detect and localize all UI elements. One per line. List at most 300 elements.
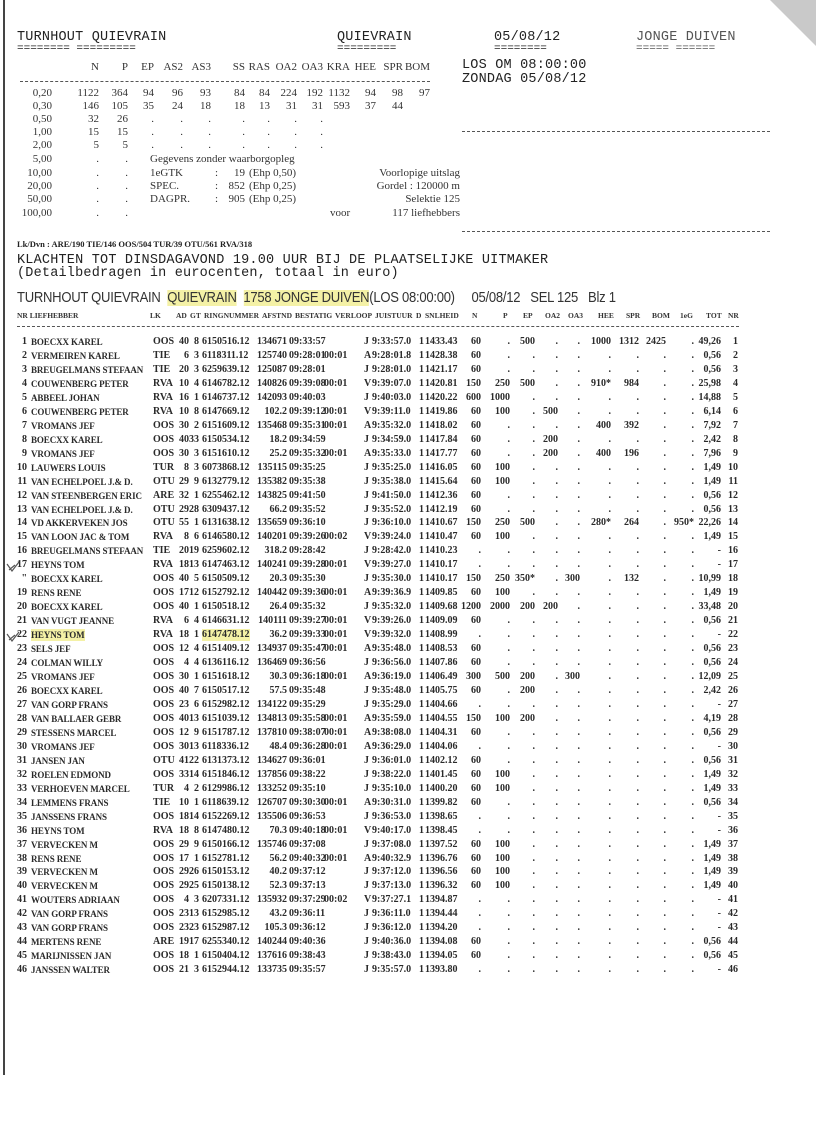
cell-d: 1 <box>419 433 424 445</box>
cell-prize-p: 2000 <box>490 601 510 613</box>
cell-juistuur: 9:35:48.0 <box>372 685 412 696</box>
cell-ad: 18 <box>179 950 189 962</box>
cell-ringnummer: 6131373.12 <box>202 754 250 766</box>
cell-d: 1 <box>419 643 424 655</box>
cell-nr: 21 <box>17 615 27 627</box>
cell-prize-p: 100 <box>495 405 510 417</box>
cell-rank: 27 <box>728 698 738 710</box>
cell-prize-ep: . <box>532 782 535 794</box>
cell-lk: OOS <box>153 768 175 780</box>
cell-d: 1 <box>419 754 424 766</box>
cell-total: 1,49 <box>703 768 721 780</box>
table-row <box>0 406 760 419</box>
cell-lk: OTU <box>153 754 175 766</box>
cell-total: 1,49 <box>703 531 721 543</box>
cell-liefhebber: COLMAN WILLY <box>31 658 104 669</box>
cell-lk: TIE <box>153 545 171 557</box>
cell-lk: OOS <box>153 447 175 459</box>
cell-gt: 1 <box>194 391 199 403</box>
cell-nr: 39 <box>17 866 27 878</box>
cell-d: 1 <box>419 629 424 641</box>
cell-prize-oa2: . <box>555 489 558 501</box>
cell-prize-hee: . <box>608 573 611 585</box>
cell-prize-ep: . <box>532 461 535 473</box>
cell-rank: 10 <box>728 461 738 473</box>
stake-column-header: SPR <box>383 61 403 73</box>
cell-total: - <box>717 740 721 752</box>
cell-afstand: 142093 <box>257 391 287 403</box>
cell-ringnummer: 6118336.12 <box>202 740 249 752</box>
cell-prize-n: 60 <box>471 768 481 780</box>
cell-juistuur: 9:35:30.0 <box>372 573 412 585</box>
cell-gt: 9 <box>194 726 199 738</box>
cell-ad: 41 <box>179 754 189 766</box>
cell-juistuur: 9:36:29.0 <box>372 740 412 752</box>
cell-prize-hee: . <box>608 712 611 724</box>
cell-juistuur: 9:33:57.0 <box>372 336 412 347</box>
stake-cell: . <box>208 126 211 138</box>
cell-prize-oa2: 200 <box>543 433 558 445</box>
cell-prize-ep: 500 <box>520 336 535 347</box>
cell-ringnummer: 6150138.12 <box>202 880 250 892</box>
table-row <box>0 601 760 614</box>
cell-afstand: 20.3 <box>269 573 287 585</box>
cell-d: 1 <box>419 405 424 417</box>
cell-total: 2,42 <box>703 433 721 445</box>
cell-verloop: 00:01 <box>324 405 348 417</box>
stake-column-header: HEE <box>354 61 376 73</box>
cell-prize-1eg: . <box>691 754 694 766</box>
cell-total: - <box>717 964 721 976</box>
cell-d: 1 <box>419 838 424 850</box>
cell-prize-oa3: . <box>577 349 580 361</box>
stake-cell: 18 <box>200 100 211 112</box>
cell-prize-hee: 400 <box>596 419 611 431</box>
cell-juistuur: 9:37:27.1 <box>372 894 412 906</box>
cell-juistuur: 9:38:08.0 <box>372 726 412 738</box>
stake-cell: 94 <box>365 87 376 99</box>
stake-row-label: 10,00 <box>27 167 52 179</box>
table-row <box>0 936 760 949</box>
cell-prize-n: 60 <box>471 754 481 766</box>
cell-gt: 17 <box>189 936 199 948</box>
cell-prize-1eg: . <box>691 615 694 627</box>
cell-liefhebber: HEYNS TOM <box>31 560 85 571</box>
cell-prize-bom: . <box>663 754 666 766</box>
cell-nr: 28 <box>17 712 27 724</box>
cell-ad: 10 <box>179 796 189 808</box>
cell-nr: 31 <box>17 754 27 766</box>
cell-prize-bom: . <box>663 824 666 836</box>
cell-liefhebber: VROMANS JEF <box>31 448 95 459</box>
cell-prize-p: . <box>507 643 510 655</box>
cell-d: 1 <box>419 336 424 347</box>
cell-liefhebber: VD AKKERVEKEN JOS <box>31 518 128 529</box>
cell-total: 0,56 <box>703 503 721 515</box>
cell-prize-spr: . <box>636 559 639 571</box>
cell-snelheid: 1409.85 <box>425 587 458 599</box>
cell-juistuur: 9:37:13.0 <box>372 880 412 892</box>
cell-prize-hee: . <box>608 349 611 361</box>
stake-cell: 31 <box>286 100 297 112</box>
cell-bestatig: 09:35:48 <box>289 685 326 696</box>
cell-ad: 8 <box>184 461 189 473</box>
cell-liefhebber: VROMANS JEF <box>31 741 95 752</box>
cell-prize-1eg: . <box>691 545 694 557</box>
column-header: BESTATIG <box>295 311 333 320</box>
cell-prize-1eg: . <box>691 922 694 934</box>
cell-prize-n: 60 <box>471 643 481 655</box>
table-row <box>0 894 760 907</box>
cell-prize-spr: 984 <box>624 377 639 389</box>
cell-prize-n: 150 <box>466 377 481 389</box>
cell-ad: 55 <box>179 517 189 529</box>
cell-total: 1,49 <box>703 461 721 473</box>
stake-cell: . <box>242 113 245 125</box>
cell-snelheid: 1410.23 <box>425 545 458 557</box>
cell-snelheid: 1407.86 <box>425 657 458 669</box>
cell-total: - <box>717 545 721 557</box>
cell-gt: 8 <box>194 405 199 417</box>
cell-prize-n: 600 <box>466 391 481 403</box>
cell-prize-oa2: . <box>555 866 558 878</box>
cell-ad: 4 <box>184 782 189 794</box>
cell-lk: OOS <box>153 922 175 934</box>
cell-prize-n: . <box>478 908 481 920</box>
cell-total: 0,56 <box>703 936 721 948</box>
cell-verloop: 00:01 <box>324 824 348 836</box>
cell-prize-1eg: . <box>691 601 694 613</box>
cell-code: J <box>364 950 369 962</box>
cell-prize-oa2: . <box>555 336 558 347</box>
cell-code: A <box>364 726 372 738</box>
cell-snelheid: 1416.05 <box>425 461 458 473</box>
cell-lk: OOS <box>153 433 175 445</box>
cell-d: 1 <box>419 391 424 403</box>
stake-cell: 146 <box>82 100 99 112</box>
cell-ringnummer: 6309437.12 <box>202 503 250 515</box>
cell-total: 2,42 <box>703 685 721 696</box>
cell-gt: 28 <box>189 503 199 515</box>
cell-prize-n: 60 <box>471 447 481 459</box>
table-row <box>0 364 760 377</box>
cell-prize-n: . <box>478 740 481 752</box>
cell-total: 0,56 <box>703 657 721 669</box>
cell-bestatig: 09:35:32 <box>289 601 326 613</box>
cell-lk: OOS <box>153 852 175 864</box>
cell-prize-oa2: . <box>555 894 558 906</box>
stake-row-label: 100,00 <box>21 207 52 219</box>
cell-rank: 5 <box>733 391 738 403</box>
cell-prize-oa3: . <box>577 824 580 836</box>
cell-juistuur: 9:40:36.0 <box>372 936 412 948</box>
cell-ringnummer: 6151846.12 <box>202 768 250 780</box>
cell-gt: 9 <box>194 838 199 850</box>
cell-rank: 43 <box>728 922 738 934</box>
cell-ringnummer: 6150518.12 <box>202 601 250 613</box>
cell-prize-hee: . <box>608 880 611 892</box>
stake-cell: . <box>320 126 323 138</box>
place-underline: ========= <box>337 45 397 53</box>
cell-prize-ep: . <box>532 643 535 655</box>
table-row <box>0 908 760 921</box>
cell-ad: 30 <box>179 447 189 459</box>
cell-bestatig: 09:36:18 <box>289 671 326 683</box>
cell-prize-oa2: . <box>555 545 558 557</box>
cell-ringnummer: 6118311.12 <box>202 349 249 361</box>
cell-d: 1 <box>419 447 424 459</box>
divider <box>17 326 739 327</box>
cell-gt: 1 <box>194 517 199 529</box>
cell-prize-spr: . <box>636 754 639 766</box>
cell-nr: 38 <box>17 852 27 864</box>
cell-prize-oa3: . <box>577 643 580 655</box>
stake-cell: 96 <box>172 87 183 99</box>
cell-gt: 1 <box>194 601 199 613</box>
cell-juistuur: 9:28:01.8 <box>372 349 412 361</box>
stake-cell: 1122 <box>77 87 99 99</box>
cell-rank: 16 <box>728 545 738 557</box>
cell-prize-hee: . <box>608 671 611 683</box>
cell-prize-spr: 264 <box>624 517 639 529</box>
cell-total: 1,49 <box>703 587 721 599</box>
cell-prize-n: 1200 <box>461 601 481 613</box>
cell-juistuur: 9:35:32.0 <box>372 419 412 431</box>
cell-verloop: 00:01 <box>324 559 348 571</box>
cell-prize-1eg: . <box>691 712 694 724</box>
cell-nr: 26 <box>17 685 27 696</box>
divider <box>462 131 770 132</box>
cell-juistuur: 9:35:10.0 <box>372 782 412 794</box>
cell-prize-n: . <box>478 964 481 976</box>
cell-rank: 38 <box>728 852 738 864</box>
cell-prize-p: . <box>507 698 510 710</box>
cell-bestatig: 09:33:57 <box>289 336 326 347</box>
cell-ad: 6 <box>184 349 189 361</box>
cell-ringnummer: 6151609.12 <box>202 419 250 431</box>
cell-snelheid: 1393.80 <box>425 964 458 976</box>
cell-prize-1eg: . <box>691 685 694 696</box>
cell-verloop: 00:01 <box>324 419 348 431</box>
result-status: Voorlopige uitslag <box>379 167 460 179</box>
cell-juistuur: 9:37:08.0 <box>372 838 412 850</box>
cell-nr: 19 <box>17 587 27 599</box>
cell-rank: 36 <box>728 824 738 836</box>
cell-prize-1eg: . <box>691 936 694 948</box>
cell-snelheid: 1410.47 <box>425 531 458 543</box>
cell-prize-spr: . <box>636 349 639 361</box>
cell-rank: 19 <box>728 587 738 599</box>
stake-cell: . <box>242 139 245 151</box>
cell-snelheid: 1394.87 <box>425 894 458 906</box>
cell-liefhebber: VAN STEENBERGEN ERIC <box>31 490 142 501</box>
stake-cell: 15 <box>88 126 99 138</box>
cell-prize-oa2: . <box>555 796 558 808</box>
cell-code: A <box>364 796 372 808</box>
cell-d: 1 <box>419 796 424 808</box>
cell-verloop: 00:01 <box>324 587 348 599</box>
result-sel: SEL 125 <box>530 290 578 306</box>
cell-snelheid: 1409.09 <box>425 615 458 627</box>
cell-total: 7,92 <box>703 419 721 431</box>
stake-column-header: P <box>121 61 128 73</box>
cell-d: 1 <box>419 587 424 599</box>
cell-prize-bom: . <box>663 531 666 543</box>
cell-lk: OOS <box>153 685 175 696</box>
cell-prize-ep: . <box>532 391 535 403</box>
cell-liefhebber: BREUGELMANS STEFAAN <box>31 546 144 557</box>
cell-prize-oa3: . <box>577 503 580 515</box>
cell-prize-hee: . <box>608 601 611 613</box>
cell-total: 6,14 <box>703 405 721 417</box>
cell-prize-hee: . <box>608 698 611 710</box>
cell-prize-hee: . <box>608 503 611 515</box>
cell-code: A <box>364 643 372 655</box>
stake-row-label: 0,30 <box>32 100 52 112</box>
cell-nr: 41 <box>17 894 27 906</box>
cell-prize-ep: 200 <box>520 601 535 613</box>
table-row <box>0 950 760 963</box>
cell-prize-n: 60 <box>471 615 481 627</box>
cell-nr: 42 <box>17 908 27 920</box>
cell-prize-bom: . <box>663 782 666 794</box>
cell-d: 1 <box>419 698 424 710</box>
cell-prize-spr: . <box>636 657 639 669</box>
cell-bestatig: 09:40:36 <box>289 936 326 948</box>
cell-rank: 29 <box>728 726 738 738</box>
cell-code: J <box>364 866 369 878</box>
cell-ringnummer: 6073868.12 <box>202 461 250 473</box>
stake-cell: 18 <box>234 100 245 112</box>
cell-prize-oa3: . <box>577 922 580 934</box>
cell-prize-bom: . <box>663 447 666 459</box>
cell-rank: 23 <box>728 643 738 655</box>
cell-afstand: 140442 <box>257 587 287 599</box>
cell-prize-bom: . <box>663 880 666 892</box>
stake-cell: . <box>125 207 128 219</box>
cell-prize-hee: . <box>608 782 611 794</box>
cell-prize-oa3: . <box>577 475 580 487</box>
cell-lk: OOS <box>153 657 175 669</box>
stake-cell: 84 <box>234 87 245 99</box>
cell-code: J <box>364 336 369 347</box>
table-row <box>0 769 760 782</box>
stake-column-header: SS <box>232 61 245 73</box>
cell-d: 1 <box>419 363 424 375</box>
table-row <box>0 378 760 391</box>
cell-prize-1eg: . <box>691 363 694 375</box>
cell-lk: OOS <box>153 587 175 599</box>
table-row <box>0 657 760 670</box>
cell-prize-spr: . <box>636 796 639 808</box>
cell-gt: 4 <box>194 657 199 669</box>
cell-bestatig: 09:39:33 <box>289 629 326 641</box>
cell-gt: 3 <box>194 349 199 361</box>
cell-prize-bom: . <box>663 573 666 585</box>
cell-gt: 14 <box>189 810 199 822</box>
cell-afstand: 140111 <box>258 615 287 627</box>
cell-juistuur: 9:38:22.0 <box>372 768 412 780</box>
cell-prize-spr: . <box>636 852 639 864</box>
cell-nr: 36 <box>17 824 27 836</box>
stake-cell: . <box>208 139 211 151</box>
cell-code: V <box>364 824 372 836</box>
cell-snelheid: 1404.55 <box>425 712 458 724</box>
cell-prize-ep: 350* <box>515 573 535 585</box>
cell-nr: 20 <box>17 601 27 613</box>
cell-liefhebber: MARIJNISSEN JAN <box>31 951 112 962</box>
stake-cell: 105 <box>111 100 128 112</box>
cell-total: 1,49 <box>703 475 721 487</box>
cell-liefhebber: STESSENS MARCEL <box>31 727 117 738</box>
cell-prize-bom: . <box>663 685 666 696</box>
table-row <box>0 727 760 740</box>
cell-snelheid: 1404.06 <box>425 740 458 752</box>
cell-prize-oa3: . <box>577 447 580 459</box>
cell-prize-ep: . <box>532 852 535 864</box>
cell-juistuur: 9:40:03.0 <box>372 391 412 403</box>
cell-prize-hee: 400 <box>596 447 611 459</box>
cell-lk: ARE <box>153 489 175 501</box>
cell-prize-bom: . <box>663 950 666 962</box>
column-header: OA3 <box>568 311 583 320</box>
cell-nr: 37 <box>17 838 27 850</box>
cell-prize-oa2: . <box>555 587 558 599</box>
cell-lk: OOS <box>153 643 175 655</box>
cell-total: - <box>717 629 721 641</box>
cell-d: 1 <box>419 531 424 543</box>
cell-code: A <box>364 671 372 683</box>
cell-ringnummer: 6255340.12 <box>202 936 250 948</box>
pen-check-mark-icon <box>6 631 20 643</box>
cell-nr: 45 <box>17 950 27 962</box>
cell-prize-n: 60 <box>471 405 481 417</box>
cell-total: - <box>717 908 721 920</box>
column-header: GT <box>190 311 201 320</box>
cell-juistuur: 9:35:29.0 <box>372 698 412 710</box>
cell-prize-bom: . <box>663 405 666 417</box>
table-row <box>0 615 760 628</box>
cell-liefhebber: HEYNS TOM <box>31 630 85 641</box>
guarantee-count: 905 <box>228 193 245 205</box>
cell-prize-1eg: 950* <box>674 517 694 529</box>
cell-rank: 1 <box>733 336 738 347</box>
cell-prize-ep: 200 <box>520 712 535 724</box>
cell-prize-oa3: . <box>577 768 580 780</box>
column-header: TOT <box>706 311 722 320</box>
cell-prize-spr: . <box>636 433 639 445</box>
cell-prize-hee: . <box>608 685 611 696</box>
cell-prize-bom: . <box>663 587 666 599</box>
cell-bestatig: 09:36:01 <box>289 754 326 766</box>
cell-afstand: 48.4 <box>269 740 287 752</box>
cell-prize-spr: . <box>636 950 639 962</box>
cell-d: 1 <box>419 615 424 627</box>
cell-total: 0,56 <box>703 489 721 501</box>
cell-code: J <box>364 363 369 375</box>
stake-cell: 84 <box>259 87 270 99</box>
cell-d: 1 <box>419 489 424 501</box>
cell-total: 10,99 <box>698 573 721 585</box>
cell-prize-oa3: . <box>577 601 580 613</box>
cell-prize-oa3: . <box>577 517 580 529</box>
cell-prize-hee: . <box>608 433 611 445</box>
cell-lk: OOS <box>153 880 175 892</box>
cell-prize-1eg: . <box>691 964 694 976</box>
cell-prize-oa3: . <box>577 894 580 906</box>
cell-prize-spr: . <box>636 782 639 794</box>
cell-prize-n: 60 <box>471 796 481 808</box>
